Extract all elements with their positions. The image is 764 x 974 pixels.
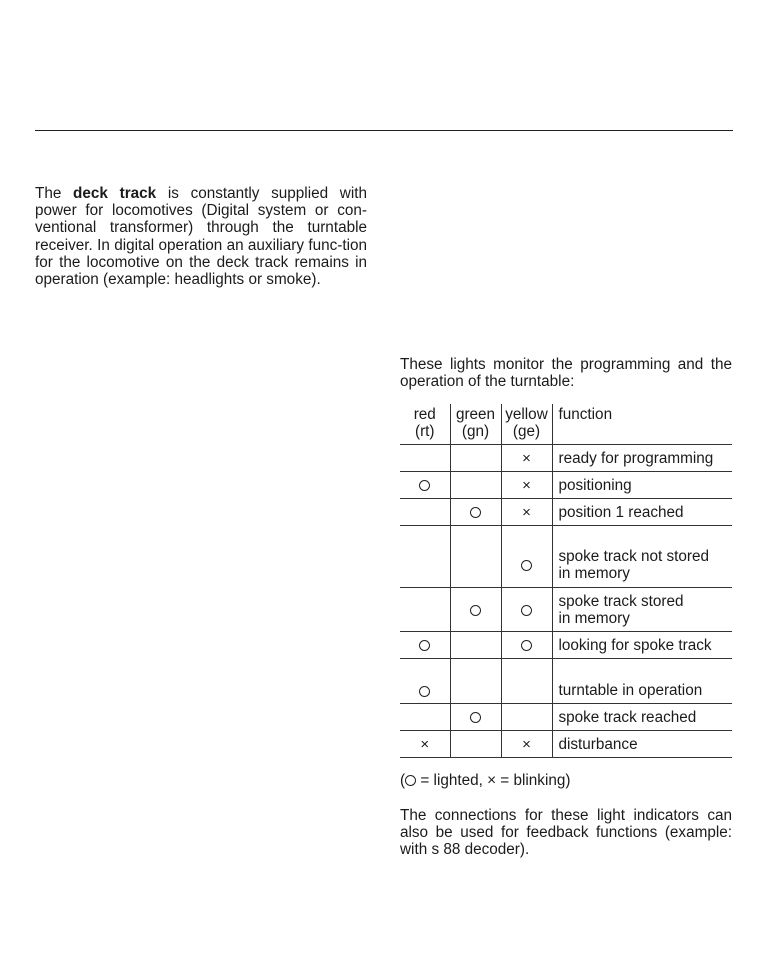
blinking-symbol-icon: × bbox=[487, 772, 497, 789]
table-row bbox=[400, 499, 732, 526]
cell-yellow bbox=[501, 659, 552, 704]
light-indicator-table bbox=[400, 404, 732, 758]
function-text-line1: spoke track stored bbox=[558, 592, 684, 610]
blinking-cross-icon: × bbox=[522, 503, 531, 521]
lighted-circle-icon bbox=[470, 712, 481, 723]
function-text: positioning bbox=[558, 476, 632, 494]
lighted-circle-icon bbox=[419, 640, 430, 651]
lighted-circle-icon bbox=[521, 605, 532, 616]
lighted-circle-icon bbox=[470, 605, 481, 616]
header-red-abbr: (rt) bbox=[414, 423, 435, 441]
cell-function bbox=[552, 632, 732, 659]
cell-red bbox=[400, 632, 450, 659]
header-yellow bbox=[501, 404, 552, 445]
blinking-cross-icon: × bbox=[522, 476, 531, 494]
table-row bbox=[400, 632, 732, 659]
function-text: looking for spoke track bbox=[558, 636, 712, 654]
table-header-row bbox=[400, 404, 732, 445]
cell-green bbox=[450, 659, 501, 704]
symbol-legend bbox=[400, 772, 570, 789]
lighted-circle-icon bbox=[470, 507, 481, 518]
table-row bbox=[400, 526, 732, 588]
cell-green bbox=[450, 526, 501, 588]
function-text-line2: in memory bbox=[558, 609, 630, 627]
lighted-circle-icon bbox=[521, 640, 532, 651]
cell-function bbox=[552, 659, 732, 704]
cell-yellow bbox=[501, 445, 552, 472]
cell-red bbox=[400, 731, 450, 758]
cell-red bbox=[400, 499, 450, 526]
table-row bbox=[400, 731, 732, 758]
table-row bbox=[400, 472, 732, 499]
cell-green bbox=[450, 731, 501, 758]
cell-function bbox=[552, 499, 732, 526]
header-green-name: green bbox=[455, 406, 496, 423]
feedback-paragraph: The connections for these light indicators can also be used for feedback functions (example: with s 88 decoder). bbox=[400, 807, 732, 859]
cell-yellow bbox=[501, 588, 552, 632]
cell-red bbox=[400, 526, 450, 588]
cell-green bbox=[450, 499, 501, 526]
cell-yellow bbox=[501, 731, 552, 758]
cell-red bbox=[400, 588, 450, 632]
cell-yellow bbox=[501, 632, 552, 659]
blinking-cross-icon: × bbox=[522, 449, 531, 467]
header-function-name: function bbox=[558, 406, 613, 423]
cell-yellow bbox=[501, 499, 552, 526]
cell-function bbox=[552, 704, 732, 731]
cell-red bbox=[400, 445, 450, 472]
lights-intro-paragraph: These lights monitor the programming and the operation of the turntable: bbox=[400, 356, 732, 391]
cell-function bbox=[552, 588, 732, 632]
header-yellow-abbr: (ge) bbox=[512, 423, 541, 441]
cell-green bbox=[450, 704, 501, 731]
lighted-circle-icon bbox=[419, 480, 430, 491]
cell-yellow bbox=[501, 704, 552, 731]
header-green-abbr: (gn) bbox=[461, 423, 490, 441]
lighted-circle-icon bbox=[419, 686, 430, 697]
cell-yellow bbox=[501, 526, 552, 588]
lighted-circle-icon bbox=[521, 560, 532, 571]
deck-track-bold-term: deck track bbox=[73, 185, 157, 202]
table-row bbox=[400, 659, 732, 704]
cell-function bbox=[552, 526, 732, 588]
cell-green bbox=[450, 632, 501, 659]
cell-red bbox=[400, 659, 450, 704]
legend-blinking-text: = blinking) bbox=[496, 772, 571, 789]
function-text: disturbance bbox=[558, 735, 638, 753]
cell-function bbox=[552, 472, 732, 499]
cell-function bbox=[552, 445, 732, 472]
legend-open: ( bbox=[400, 772, 406, 789]
deck-track-text-start: The bbox=[35, 185, 74, 202]
header-green bbox=[450, 404, 501, 445]
cell-green bbox=[450, 445, 501, 472]
function-text-line2: in memory bbox=[558, 565, 630, 583]
deck-track-text-rest: is constantly supplied with power for locomotives (Digital system or con-ventional transformer) through the turntable receiver. In digital operation an auxiliary func-tion for the locomotive on the deck track remains in operation (example: headlights or smoke). bbox=[35, 185, 368, 289]
cell-yellow bbox=[501, 472, 552, 499]
table-row bbox=[400, 445, 732, 472]
table-body bbox=[400, 445, 732, 758]
cell-red bbox=[400, 472, 450, 499]
table-row bbox=[400, 588, 732, 632]
cell-green bbox=[450, 588, 501, 632]
function-text: position 1 reached bbox=[558, 503, 684, 521]
header-red-name: red bbox=[413, 406, 436, 423]
cell-green bbox=[450, 472, 501, 499]
header-yellow-name: yellow bbox=[505, 406, 548, 423]
table-row bbox=[400, 704, 732, 731]
top-horizontal-rule bbox=[35, 130, 733, 131]
deck-track-paragraph bbox=[35, 185, 367, 288]
function-text: spoke track reached bbox=[558, 708, 697, 726]
blinking-cross-icon: × bbox=[420, 735, 430, 753]
lighted-symbol-icon bbox=[405, 775, 416, 786]
cell-function bbox=[552, 731, 732, 758]
legend-lighted-text: = lighted, bbox=[416, 772, 488, 789]
function-text: ready for programming bbox=[558, 449, 714, 467]
blinking-cross-icon: × bbox=[522, 735, 531, 753]
header-red bbox=[400, 404, 450, 445]
function-text: turntable in operation bbox=[558, 682, 703, 700]
cell-red bbox=[400, 704, 450, 731]
header-function bbox=[552, 404, 732, 445]
function-text-line1: spoke track not stored bbox=[558, 548, 709, 565]
